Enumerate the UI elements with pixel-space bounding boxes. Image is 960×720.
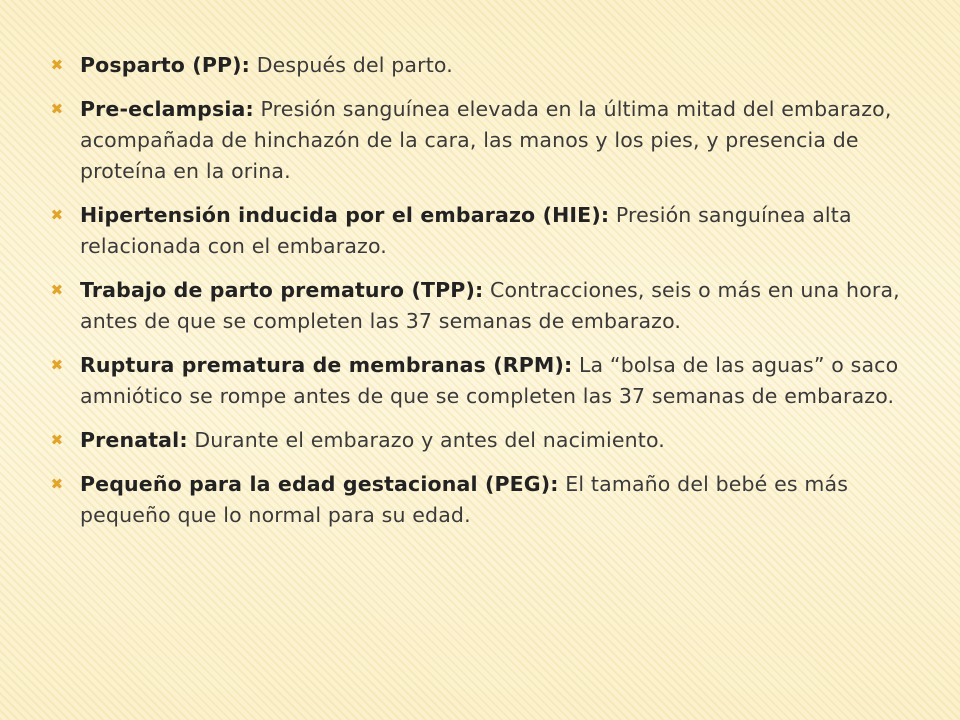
bullet-item-trabajo-de-parto xyxy=(46,275,906,337)
term-description: Contracciones, seis o más en una hora, antes de que se completen las 37 semanas de embarazo. xyxy=(80,278,900,333)
term-description: El tamaño del bebé es más pequeño que lo normal para su edad. xyxy=(80,472,849,527)
x-mark-icon: ✖ xyxy=(50,99,64,118)
term-label: Trabajo de parto prematuro (TPP): xyxy=(80,278,484,302)
bullet-item-hipertension xyxy=(46,200,906,262)
term-label: Posparto (PP): xyxy=(80,53,251,77)
bullet-item-pequeno xyxy=(46,469,906,531)
x-mark-icon: ✖ xyxy=(50,280,64,299)
term-label: Ruptura prematura de membranas (RPM): xyxy=(80,353,573,377)
bullet-item-ruptura xyxy=(46,350,906,412)
term-label: Prenatal: xyxy=(80,428,188,452)
term-description: Después del parto. xyxy=(250,53,453,77)
bullet-item-prenatal xyxy=(46,425,906,456)
bullet-list xyxy=(46,50,906,544)
term-label: Pequeño para la edad gestacional (PEG): xyxy=(80,472,559,496)
bullet-item-posparto xyxy=(46,50,906,81)
x-mark-icon: ✖ xyxy=(50,55,64,74)
x-mark-icon: ✖ xyxy=(50,205,64,224)
term-description: Durante el embarazo y antes del nacimiento. xyxy=(187,428,665,452)
term-label: Hipertensión inducida por el embarazo (HIE): xyxy=(80,203,610,227)
x-mark-icon: ✖ xyxy=(50,430,64,449)
bullet-item-pre-eclampsia xyxy=(46,94,906,187)
term-description: Presión sanguínea elevada en la última mitad del embarazo, acompañada de hinchazón de la cara, las manos y los pies, y presencia de proteína en la orina. xyxy=(80,97,892,183)
term-label: Pre-eclampsia: xyxy=(80,97,254,121)
x-mark-icon: ✖ xyxy=(50,355,64,374)
term-description: La “bolsa de las aguas” o saco amniótico se rompe antes de que se completen las 37 semanas de embarazo. xyxy=(80,353,899,408)
term-description: Presión sanguínea alta relacionada con el embarazo. xyxy=(80,203,852,258)
x-mark-icon: ✖ xyxy=(50,474,64,493)
